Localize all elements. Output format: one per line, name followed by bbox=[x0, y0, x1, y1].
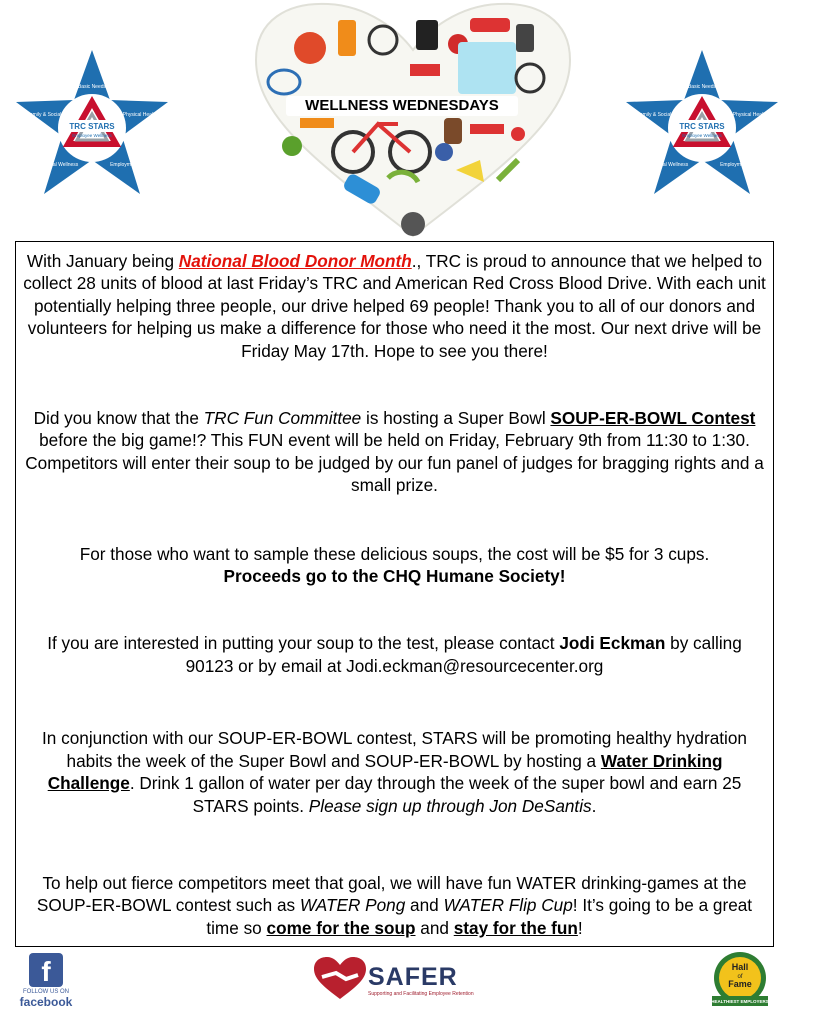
facebook-follow-label: FOLLOW US ON bbox=[22, 989, 69, 995]
trc-stars-logo-right bbox=[622, 48, 782, 198]
svg-text:Mental Wellness: Mental Wellness bbox=[651, 162, 689, 168]
blood-drive-paragraph: With January being National Blood Donor Month., TRC is proud to announce that we helped to collect 28 units of blood at last Friday’s TRC and American Red Cross Blood Drive. With each unit potentially helping three people, our drive helped 69 people! Thank you to all of our donors and volunteers for helping us make a difference for those who need it the most. Our next drive will be Friday May 17th. Hope to see you there! bbox=[23, 251, 766, 361]
facebook-follow-link[interactable] bbox=[18, 953, 74, 1013]
hall-of-fame-badge bbox=[706, 950, 774, 1012]
svg-text:Fame: Fame bbox=[728, 979, 752, 989]
svg-text:of: of bbox=[737, 974, 743, 980]
wellness-heart-illustration bbox=[248, 0, 578, 240]
svg-text:Family & Social: Family & Social bbox=[26, 112, 62, 118]
svg-text:Hall: Hall bbox=[731, 962, 749, 972]
sample-cost-paragraph: For those who want to sample these delicious soups, the cost will be $5 for 3 cups. Proceeds go to the CHQ Humane Society! bbox=[79, 543, 710, 587]
announcement-box bbox=[15, 241, 774, 947]
handshake-heart-icon bbox=[312, 955, 368, 1001]
svg-text:TRC STARS: TRC STARS bbox=[679, 122, 725, 131]
safer-logo bbox=[312, 955, 488, 1005]
facebook-icon: f bbox=[29, 953, 63, 987]
svg-text:Employment: Employment bbox=[110, 162, 138, 168]
blood-donor-month-highlight: National Blood Donor Month bbox=[178, 251, 412, 271]
svg-text:Employee Wellness: Employee Wellness bbox=[682, 133, 722, 138]
svg-text:Family & Social: Family & Social bbox=[636, 112, 672, 118]
svg-text:HEALTHIEST EMPLOYERS: HEALTHIEST EMPLOYERS bbox=[711, 999, 769, 1004]
svg-text:Physical Health: Physical Health bbox=[122, 112, 158, 118]
svg-text:Employment: Employment bbox=[720, 162, 748, 168]
water-games-paragraph: To help out fierce competitors meet that goal, we will have fun WATER drinking-games at the SOUP-ER-BOWL contest such as WATER Pong and WATER Flip Cup! It’s going to be a great time so come for the soup and stay for the fun! bbox=[36, 872, 753, 938]
water-challenge-paragraph: In conjunction with our SOUP-ER-BOWL contest, STARS will be promoting healthy hydration habits the week of the Super Bowl and SOUP-ER-BOWL by hosting a Water Drinking Challenge. Drink 1 gallon of water per day through the week of the super bowl and earn 25 STARS points. Please sign up through Jon DeSantis. bbox=[42, 728, 747, 816]
safer-wordmark: SAFER bbox=[368, 963, 458, 991]
wellness-wednesdays-banner: WELLNESS WEDNESDAYS bbox=[286, 96, 518, 116]
svg-text:Physical Health: Physical Health bbox=[732, 112, 768, 118]
svg-text:Mental Wellness: Mental Wellness bbox=[41, 162, 79, 168]
svg-text:Employee Wellness: Employee Wellness bbox=[72, 133, 112, 138]
svg-text:Basic Needs: Basic Needs bbox=[77, 84, 107, 90]
soup-contest-paragraph: Did you know that the TRC Fun Committee is hosting a Super Bowl SOUP-ER-BOWL Contest before the big game!? This FUN event will be held on Friday, February 9th from 11:30 to 1:30. Competitors will enter their soup to be judged by our fun panel of judges for bragging rights and a small prize. bbox=[25, 408, 764, 496]
svg-text:TRC STARS: TRC STARS bbox=[69, 122, 115, 131]
svg-text:Basic Needs: Basic Needs bbox=[687, 84, 717, 90]
facebook-wordmark: facebook bbox=[19, 995, 73, 1009]
contact-paragraph: If you are interested in putting your soup to the test, please contact Jodi Eckman by calling 90123 or by email at Jodi.eckman@resourcecenter.org bbox=[47, 633, 742, 676]
trc-stars-logo-left bbox=[12, 48, 172, 198]
safer-tagline: Supporting and Facilitating Employee Retention bbox=[368, 991, 474, 997]
